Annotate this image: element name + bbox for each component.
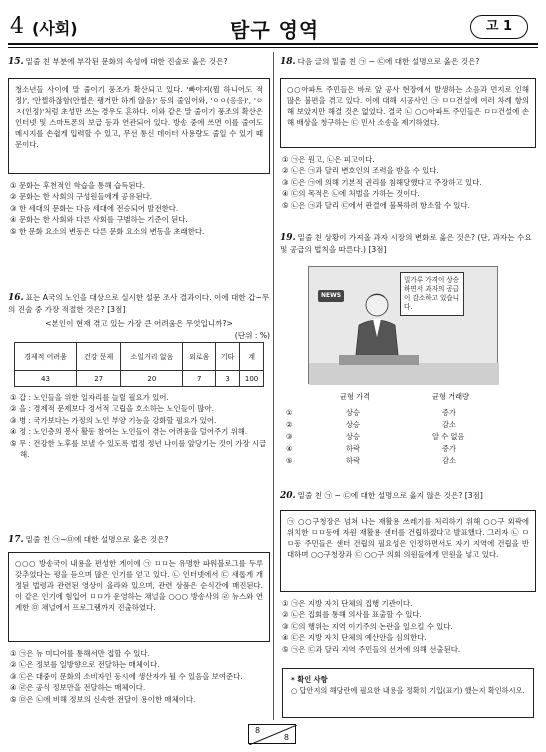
question-text: 밑줄 친 상황이 가져올 과자 시장의 변화로 옳은 것은? (단, 과자는 수요 및 공급의 법칙을 따른다.) [3점] bbox=[280, 233, 532, 254]
option[interactable]: ② 문화는 한 사회의 구성원들에게 공유된다. bbox=[10, 192, 153, 202]
option[interactable]: ③ ㉢은 대중이 문화의 소비자인 동시에 생산자가 될 수 있음을 보여준다. bbox=[10, 671, 243, 681]
col-header-price: 균형 가격 bbox=[340, 392, 371, 401]
question-18-passage: ○○아파트 주민들은 바로 앞 공사 현장에서 발생하는 소음과 먼지로 인해 많은 불편을 겪고 있다. 이에 대해 시공사인 ㉠ ㅁㅁ건설에 여러 차례 항의해 보았지만 해결 것은 없었다. 결국 ㉡ ○○아파트 주민들은 ㅁㅁ건설에 손해 배상을 청구하는 ㉢ 민사 소송을 제기하였다. bbox=[280, 78, 536, 148]
choice-row[interactable]: ② 상승 감소 bbox=[286, 420, 456, 429]
option[interactable]: ⑤ ㉤은 ㉡에 비해 정보의 신속한 전달이 용이한 매체이다. bbox=[10, 694, 196, 704]
question-18-options bbox=[282, 154, 482, 211]
choice-row[interactable]: ⑤ 하락 감소 bbox=[286, 456, 456, 465]
question-16-options bbox=[10, 392, 270, 460]
option[interactable]: ② ㉡은 집회를 통해 의사를 표출할 수 있다. bbox=[282, 610, 422, 620]
header-rule bbox=[8, 43, 538, 45]
option[interactable]: ① ㉠은 원고, ㉡은 피고이다. bbox=[282, 155, 375, 164]
page-header bbox=[0, 0, 546, 44]
table-cell: 27 bbox=[76, 371, 120, 387]
page-footer bbox=[248, 724, 296, 744]
table-header: 외로움 bbox=[183, 343, 216, 371]
option[interactable]: ③ 병 : 국가보다는 가정의 노인 부양 기능을 강화할 필요가 있어. bbox=[10, 415, 217, 425]
page-number: 4 bbox=[10, 14, 24, 39]
column-divider bbox=[273, 52, 274, 720]
option[interactable]: ③ ㉢의 행위는 지역 이기주의 논란을 일으킬 수 있다. bbox=[282, 621, 453, 631]
table-cell: 7 bbox=[183, 371, 216, 387]
option[interactable]: ⑤ 무 : 건강한 노후를 보낼 수 있도록 법정 정년 나이를 앞당기는 것이 가장 시급해. bbox=[10, 438, 267, 460]
grade-badge: 고 1 bbox=[470, 15, 528, 39]
option[interactable]: ④ ㉣은 공식 정보만을 전달하는 매체이다. bbox=[10, 683, 146, 693]
question-17-prompt bbox=[8, 534, 270, 546]
question-number: 15. bbox=[8, 57, 24, 67]
option[interactable]: ③ ㉢은 ㉠에 의해 기본적 권리를 침해당했다고 주장하고 있다. bbox=[282, 177, 482, 187]
survey-table bbox=[14, 342, 264, 387]
question-18-prompt bbox=[280, 56, 536, 68]
table-header: 경제적 어려움 bbox=[15, 343, 77, 371]
subject-label: (사회) bbox=[32, 19, 78, 38]
option[interactable]: ⑤ ㉡은 ㉠과 달리 ㉢에서 판결에 불복하려 항소할 수 있다. bbox=[282, 200, 470, 210]
question-number: 20. bbox=[280, 491, 296, 501]
table-header: 건강 문제 bbox=[76, 343, 120, 371]
choice-row[interactable]: ① 상승 증가 bbox=[286, 408, 456, 417]
question-17-options bbox=[10, 648, 270, 705]
option[interactable]: ① 문화는 후천적인 학습을 통해 습득된다. bbox=[10, 181, 145, 190]
notice-title: * 확인 사항 bbox=[291, 675, 328, 684]
table-cell: 3 bbox=[216, 371, 240, 387]
question-15-options bbox=[10, 180, 204, 237]
option[interactable]: ④ 문화는 한 사회와 다른 사회를 구별하는 기준이 된다. bbox=[10, 215, 188, 225]
question-20-prompt bbox=[280, 490, 536, 502]
table-header: 계 bbox=[240, 343, 264, 371]
choice-row[interactable]: ③ 상승 알 수 없음 bbox=[286, 432, 465, 441]
table-unit: (단위 : %) bbox=[234, 331, 270, 340]
question-15-passage: 청소년들 사이에 말 줄이기 풍조가 확산되고 있다. '빠야져(뭘 하니어도 적정)', '안쩔하잖함(안쩔은 팽거만 하게 않음)' 등의 줄임어와, 'ㅇㅇ(응응)', 'ㅇㅈ(인정)'처럼 초성만 쓰는 경우도 흔하다. 이와 같은 말 줄이기 풍조의 확산은 인터넷 및 스마트폰의 보급 등과 연관되어 있다. 방송 중에 쓰면 이를 줄여도 메시지를 손쉽게 입력할 수 있고, 무선 통신 데이터 사용량도 줄일 수 있기 때문이다. bbox=[8, 78, 270, 174]
option[interactable]: ② ㉡은 정보를 일방향으로 전달하는 매체이다. bbox=[10, 660, 160, 670]
table-cell: 20 bbox=[121, 371, 183, 387]
question-text: 표는 A국의 노인을 대상으로 실시한 설문 조사 결과이다. 이에 대한 갑~무의 진술 중 가장 적절한 것은? [3점] bbox=[8, 293, 270, 314]
option[interactable]: ③ 한 세대의 문화는 다음 세대에 전승되어 발전한다. bbox=[10, 203, 179, 213]
question-15-prompt bbox=[8, 56, 270, 68]
question-text: 밑줄 친 부분에 부각된 문화의 속성에 대한 진술로 옳은 것은? bbox=[25, 57, 228, 66]
col-header-qty: 균형 거래량 bbox=[432, 392, 470, 401]
option[interactable]: ① ㉠은 뉴 미디어를 통해서만 접할 수 있다. bbox=[10, 649, 150, 658]
question-17-passage: ○○○ 방송국이 내용을 편성한 게이에 ㉠ ㅁㅁ는 유명한 파워블로그를 두루 갖추었다는 평을 듣으며 많은 인기를 얻고 있다. ㉡ 인터넷에서 ㉢ 새롭게 개정된 법령과 관련된 영상이 올라와 있으며, 관련 상품은 순식간에 매진된다. 이 같은 인기에 힘입어 ㅁㅁ가 운영하는 채널을 ○○○ 방송사의 ㉣ 뉴스와 연계한 ㉤ 채널에서 프로그램까지 진출하였다. bbox=[8, 552, 270, 642]
question-20-options bbox=[282, 598, 460, 655]
table-header: 소일거리 없음 bbox=[121, 343, 183, 371]
header-rule-thin bbox=[8, 47, 538, 48]
news-logo: NEWS bbox=[318, 290, 344, 302]
footer-page: 8 bbox=[255, 726, 261, 735]
question-19-prompt bbox=[280, 232, 536, 255]
option[interactable]: ④ 정 : 노인층의 봉사 활동 참여는 노인들이 겪는 어려움을 덜어주기 위해. bbox=[10, 427, 248, 437]
question-number: 19. bbox=[280, 233, 296, 243]
question-text: 밑줄 친 ㉠ ~ ㉢에 대한 설명으로 옳지 않은 것은? [3점] bbox=[297, 491, 483, 500]
option[interactable]: ② ㉡은 ㉠과 달리 변호인의 조력을 받을 수 있다. bbox=[282, 166, 439, 176]
question-16-prompt bbox=[8, 292, 270, 315]
question-number: 18. bbox=[280, 57, 296, 67]
footer-total: 8 bbox=[283, 733, 289, 742]
table-cell: 100 bbox=[240, 371, 264, 387]
option[interactable]: ① 갑 : 노인들을 위한 일자리를 늘릴 필요가 있어. bbox=[10, 393, 169, 402]
option[interactable]: ⑤ 한 문화 요소의 변동은 다른 문화 요소의 변동을 초래한다. bbox=[10, 226, 205, 236]
question-number: 16. bbox=[8, 293, 24, 303]
option[interactable]: ④ ㉢은 지방 자치 단체의 예산안을 심의한다. bbox=[282, 633, 427, 643]
choice-row[interactable]: ④ 하락 증가 bbox=[286, 444, 456, 453]
speech-bubble: 밀가루 가격이 상승하면서 과자의 공급이 감소하고 있습니다. bbox=[400, 272, 464, 316]
notice-text: ○ 답안지의 해당란에 필요한 내용을 정확히 기입(표기) 했는지 확인하시오. bbox=[291, 686, 525, 695]
exam-title: 탐구 영역 bbox=[230, 18, 320, 42]
question-20-passage: ㉠ ○○구청장은 넘쳐 나는 재활용 쓰레기를 처리하기 위해 ○○구 외곽에 위치한 ㅁㅁ동에 자원 재활용 센터를 건립하겠다고 발표했다. 그러자 ㉡ ㅁㅁ동 주민들은 센터 건립의 필요성은 인정하면서도 자기 지역에 건립을 반대하며 ○○구청장과 ㉢ ○○구 의회 의원들에게 민원을 넣고 있다. bbox=[280, 510, 536, 592]
question-number: 17. bbox=[8, 535, 24, 545]
option[interactable]: ⑤ ㉠은 ㉢과 달리 지역 주민들의 선거에 의해 선출된다. bbox=[282, 644, 461, 654]
notice-box bbox=[282, 668, 534, 718]
table-caption: <본인이 현재 겪고 있는 가장 큰 어려움은 무엇입니까?> bbox=[45, 319, 233, 328]
option[interactable]: ② 을 : 경제적 문제보다 정서적 고립을 호소하는 노인들이 많아. bbox=[10, 404, 214, 414]
option[interactable]: ④ ㉢의 목적은 ㉡에 처벌을 가하는 것이다. bbox=[282, 189, 420, 199]
table-cell: 43 bbox=[15, 371, 77, 387]
question-text: 밑줄 친 ㉠~㉤에 대한 설명으로 옳은 것은? bbox=[25, 535, 169, 544]
option[interactable]: ① ㉠은 지방 자치 단체의 집행 기관이다. bbox=[282, 599, 413, 608]
question-text: 다음 글의 밑줄 친 ㉠ ~ ㉢에 대한 설명으로 옳은 것은? bbox=[297, 57, 480, 66]
table-header: 기타 bbox=[216, 343, 240, 371]
